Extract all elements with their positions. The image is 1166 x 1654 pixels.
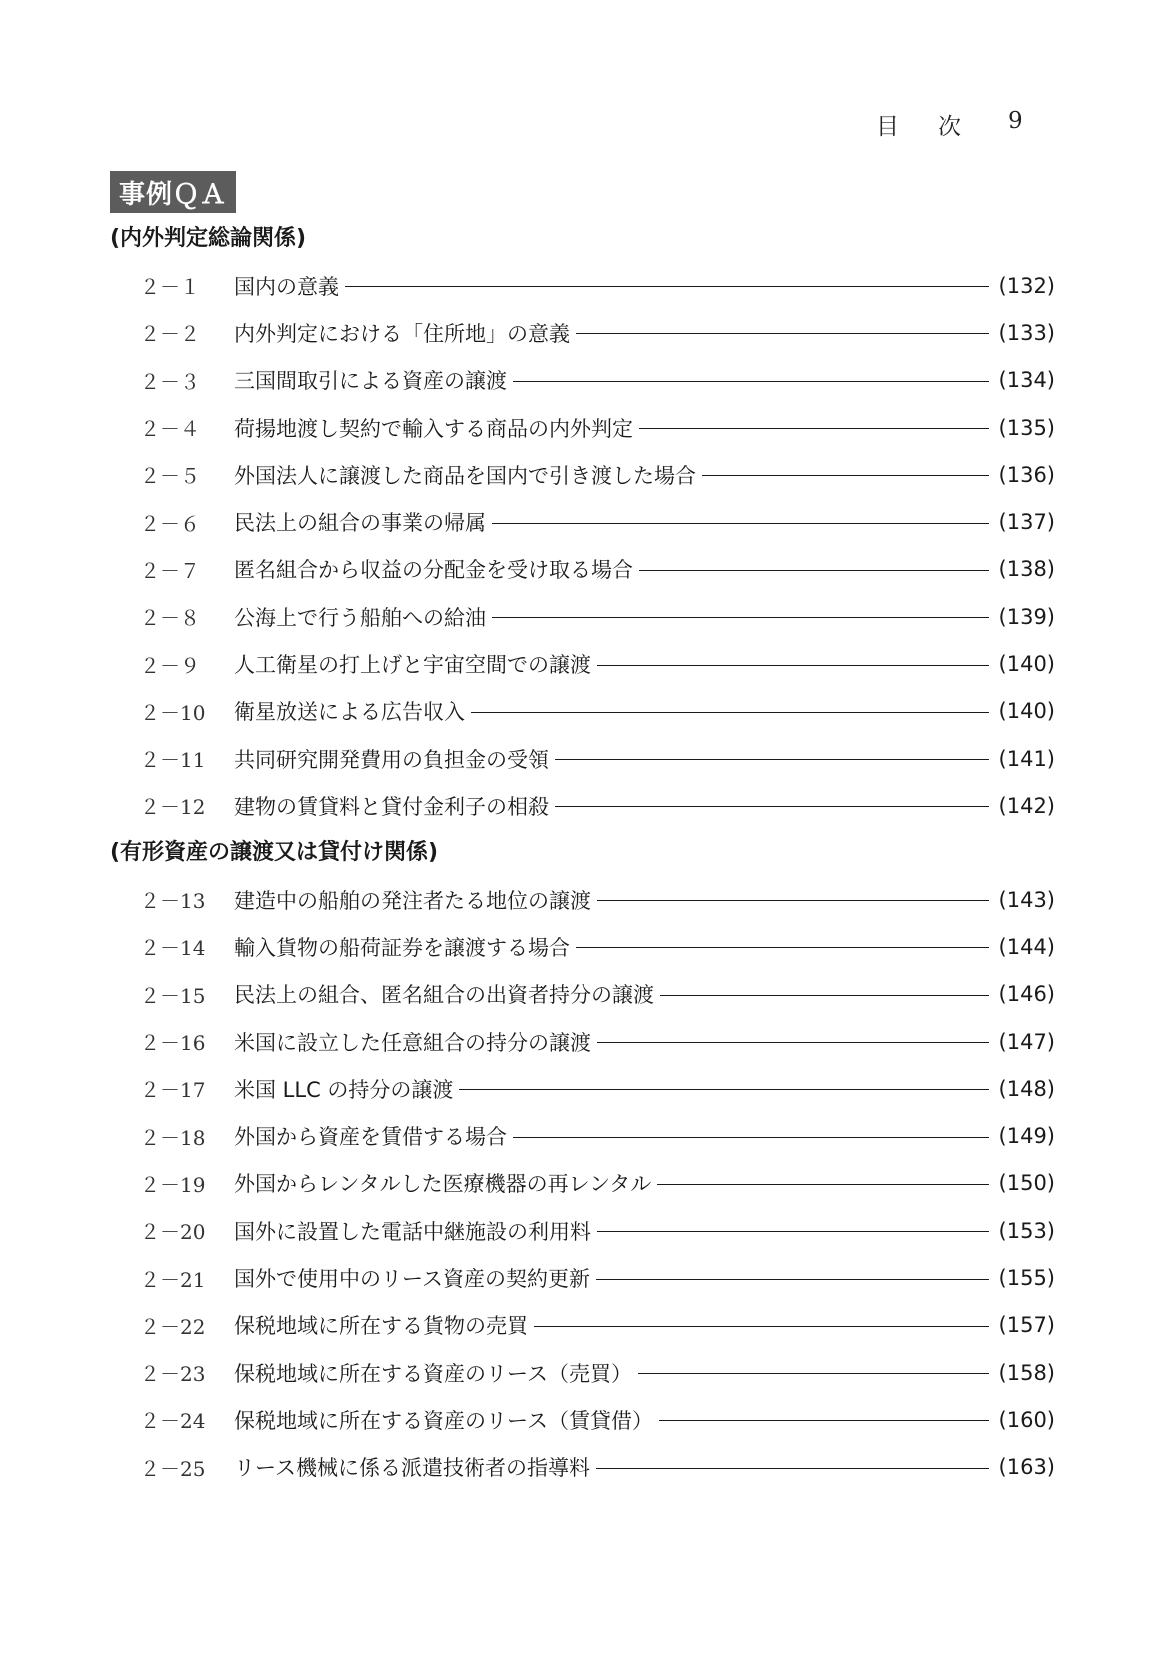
toc-entry-page: (140)	[998, 652, 1055, 677]
toc-entry-number: ２－21	[140, 1267, 206, 1292]
leader-line	[471, 712, 989, 713]
toc-entry-page: (153)	[998, 1218, 1055, 1243]
toc-entry-page: (157)	[998, 1313, 1055, 1338]
toc-entry-number: ２－７	[140, 558, 200, 583]
toc-entry-title: 国外で使用中のリース資産の契約更新	[234, 1267, 590, 1292]
toc-entry-number: ２－９	[140, 653, 200, 678]
leader-line	[459, 1089, 988, 1090]
toc-entry	[140, 404, 1055, 451]
toc-entry-number: ２－14	[140, 936, 206, 961]
toc-entry-number: ２－24	[140, 1409, 206, 1434]
toc-entry	[140, 688, 1055, 735]
leader-line	[597, 1042, 989, 1043]
toc-entry-number: ２－10	[140, 700, 206, 725]
leader-line	[492, 523, 989, 524]
toc-entry-page: (137)	[998, 510, 1055, 535]
toc-entry-title: 三国間取引による資産の譲渡	[234, 369, 507, 394]
toc-entry-title: 建造中の船舶の発注者たる地位の譲渡	[234, 888, 591, 913]
toc-entry-page: (140)	[998, 699, 1055, 724]
toc-entry-title: 匿名組合から収益の分配金を受け取る場合	[234, 558, 633, 583]
section-banner: 事例ＱＡ	[110, 171, 236, 213]
toc-list	[140, 876, 1055, 1491]
leader-line	[534, 1326, 989, 1327]
section-heading: (内外判定総論関係)	[110, 226, 307, 251]
page-number: 9	[1008, 108, 1023, 134]
toc-entry-number: ２－13	[140, 889, 206, 914]
running-head-label: 次	[938, 114, 961, 140]
toc-entry-title: 外国法人に譲渡した商品を国内で引き渡した場合	[234, 463, 696, 488]
toc-entry	[140, 640, 1055, 687]
leader-line	[596, 1279, 989, 1280]
section-heading: (有形資産の譲渡又は貸付け関係)	[110, 840, 439, 865]
toc-entry-number: ２－８	[140, 606, 200, 631]
toc-entry-page: (139)	[998, 604, 1055, 629]
toc-entry-title: 国内の意義	[234, 274, 339, 299]
toc-entry	[140, 971, 1055, 1018]
toc-entry-page: (141)	[998, 746, 1055, 771]
toc-entry	[140, 1254, 1055, 1301]
toc-entry-page: (143)	[998, 887, 1055, 912]
toc-entry-title: 輸入貨物の船荷証券を譲渡する場合	[234, 935, 570, 960]
toc-entry	[140, 782, 1055, 829]
leader-line	[657, 1184, 988, 1185]
toc-entry-page: (150)	[998, 1171, 1055, 1196]
toc-entry-title: 共同研究開発費用の負担金の受領	[234, 747, 549, 772]
leader-line	[659, 1420, 989, 1421]
toc-entry-number: ２－４	[140, 417, 200, 442]
toc-entry	[140, 1065, 1055, 1112]
toc-entry-page: (134)	[998, 368, 1055, 393]
toc-entry-number: ２－22	[140, 1314, 206, 1339]
leader-line	[576, 333, 989, 334]
toc-entry-number: ２－18	[140, 1125, 206, 1150]
toc-entry	[140, 1349, 1055, 1396]
toc-entry-number: ２－11	[140, 748, 206, 773]
leader-line	[597, 1231, 989, 1232]
toc-entry-title: リース機械に係る派遣技術者の指導料	[234, 1456, 590, 1481]
toc-entry-page: (146)	[998, 982, 1055, 1007]
toc-entry-number: ２－20	[140, 1220, 206, 1245]
leader-line	[513, 381, 989, 382]
toc-entry-number: ２－６	[140, 511, 200, 536]
toc-entry	[140, 735, 1055, 782]
leader-line	[638, 1373, 989, 1374]
leader-line	[597, 665, 989, 666]
toc-entry	[140, 923, 1055, 970]
toc-entry-number: ２－17	[140, 1078, 206, 1103]
leader-line	[513, 1137, 989, 1138]
toc-entry-page: (144)	[998, 934, 1055, 959]
leader-line	[639, 570, 989, 571]
toc-entry	[140, 593, 1055, 640]
leader-line	[345, 286, 989, 287]
toc-entry-title: 米国に設立した任意組合の持分の譲渡	[234, 1030, 591, 1055]
toc-entry	[140, 1302, 1055, 1349]
toc-entry-title: 民法上の組合の事業の帰属	[234, 511, 486, 536]
toc-list	[140, 262, 1055, 830]
toc-entry-number: ２－２	[140, 322, 200, 347]
toc-entry-title: 保税地域に所在する貨物の売買	[234, 1314, 528, 1339]
toc-entry-page: (136)	[998, 462, 1055, 487]
toc-entry	[140, 357, 1055, 404]
toc-entry-number: ２－15	[140, 983, 206, 1008]
leader-line	[555, 806, 989, 807]
toc-entry-page: (163)	[998, 1455, 1055, 1480]
toc-entry-page: (135)	[998, 415, 1055, 440]
toc-entry-page: (147)	[998, 1029, 1055, 1054]
toc-entry-page: (132)	[998, 273, 1055, 298]
toc-entry-page: (149)	[998, 1124, 1055, 1149]
toc-entry-number: ２－23	[140, 1362, 206, 1387]
toc-entry	[140, 309, 1055, 356]
toc-entry-title: 内外判定における「住所地」の意義	[234, 321, 570, 346]
toc-entry-title: 外国からレンタルした医療機器の再レンタル	[234, 1172, 652, 1197]
leader-line	[702, 475, 989, 476]
toc-entry-title: 米国 LLC の持分の譲渡	[234, 1077, 454, 1102]
leader-line	[596, 1468, 989, 1469]
toc-entry-number: ２－16	[140, 1031, 206, 1056]
toc-entry	[140, 262, 1055, 309]
toc-entry-number: ２－12	[140, 795, 206, 820]
toc-entry-title: 保税地域に所在する資産のリース（賃貸借）	[234, 1408, 653, 1433]
leader-line	[639, 428, 989, 429]
toc-entry-page: (148)	[998, 1076, 1055, 1101]
leader-line	[555, 759, 989, 760]
toc-entry	[140, 1444, 1055, 1491]
toc-entry-page: (158)	[998, 1360, 1055, 1385]
toc-entry-page: (160)	[998, 1407, 1055, 1432]
toc-entry-title: 国外に設置した電話中継施設の利用料	[234, 1219, 591, 1244]
leader-line	[597, 900, 989, 901]
toc-entry	[140, 1160, 1055, 1207]
toc-entry-number: ２－25	[140, 1456, 206, 1481]
leader-line	[576, 947, 989, 948]
toc-entry-title: 人工衛星の打上げと宇宙空間での譲渡	[234, 653, 591, 678]
toc-entry	[140, 1396, 1055, 1443]
toc-entry-page: (142)	[998, 793, 1055, 818]
toc-entry-title: 外国から資産を賃借する場合	[234, 1125, 507, 1150]
toc-entry-number: ２－19	[140, 1172, 206, 1197]
toc-entry-number: ２－３	[140, 369, 200, 394]
toc-entry	[140, 546, 1055, 593]
toc-entry	[140, 1018, 1055, 1065]
running-head-label: 目	[876, 114, 899, 140]
toc-entry-number: ２－１	[140, 275, 200, 300]
toc-entry	[140, 1112, 1055, 1159]
toc-entry-title: 公海上で行う船舶への給油	[234, 605, 486, 630]
toc-entry	[140, 498, 1055, 545]
toc-entry-title: 荷揚地渡し契約で輸入する商品の内外判定	[234, 416, 633, 441]
toc-entry-title: 保税地域に所在する資産のリース（売買）	[234, 1361, 632, 1386]
leader-line	[660, 995, 989, 996]
toc-entry	[140, 1207, 1055, 1254]
toc-entry	[140, 876, 1055, 923]
leader-line	[492, 617, 989, 618]
toc-entry-title: 衛星放送による広告収入	[234, 700, 465, 725]
toc-entry-title: 民法上の組合、匿名組合の出資者持分の譲渡	[234, 983, 654, 1008]
toc-entry-page: (155)	[998, 1266, 1055, 1291]
toc-entry	[140, 451, 1055, 498]
toc-entry-title: 建物の賃貸料と貸付金利子の相殺	[234, 794, 549, 819]
toc-entry-page: (133)	[998, 320, 1055, 345]
toc-entry-number: ２－５	[140, 464, 200, 489]
toc-entry-page: (138)	[998, 557, 1055, 582]
